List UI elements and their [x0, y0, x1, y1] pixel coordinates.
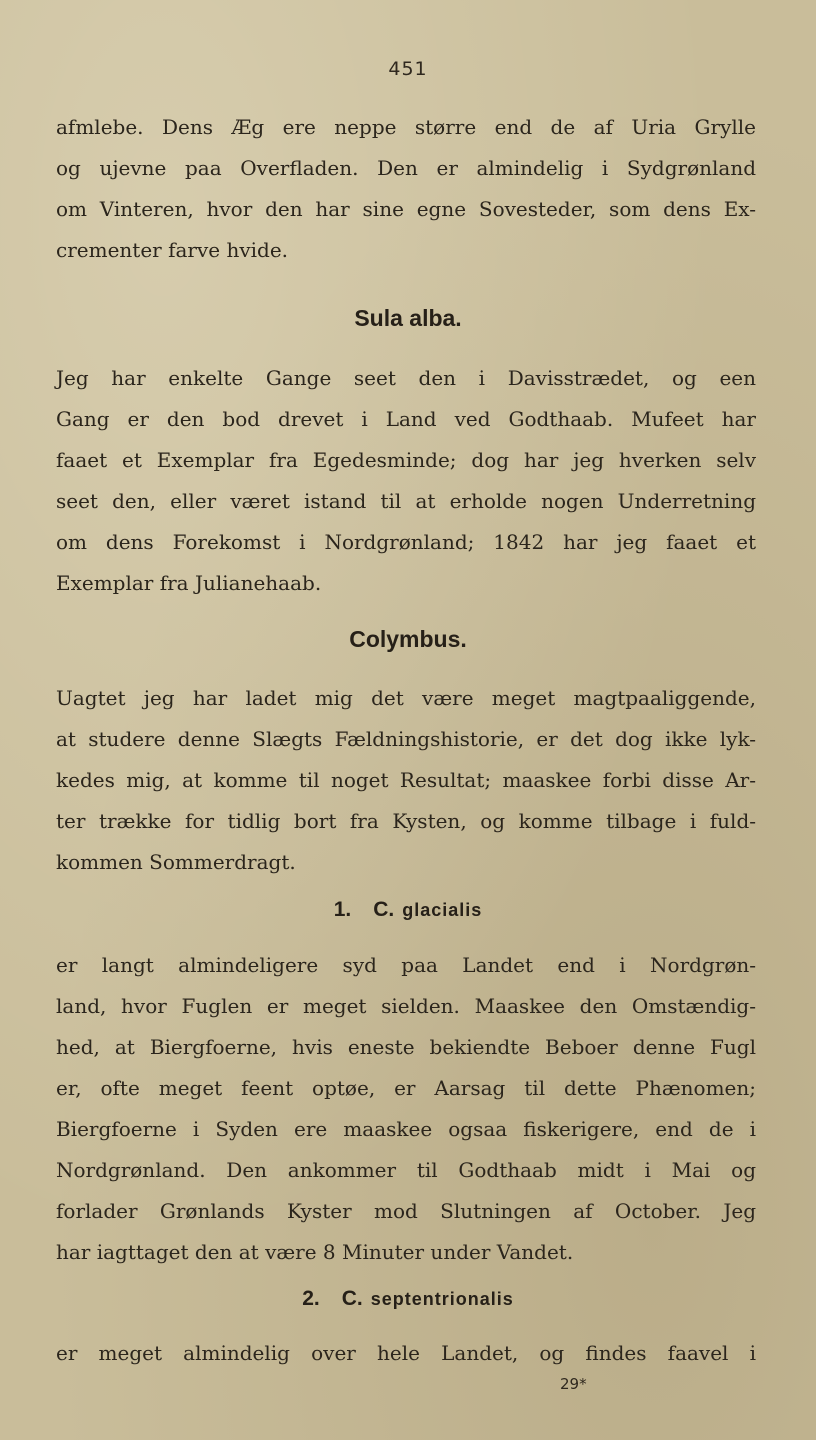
text-line: faaet et Exemplar fra Egedesminde; dog har jeg hverken selv: [56, 448, 756, 472]
text-line: Jeg har enkelte Gange seet den i Davisstrædet, og een: [56, 366, 756, 390]
text-line: Biergfoerne i Syden ere maaskee ogsaa fiskerigere, end de i: [56, 1117, 756, 1141]
species-heading-septentrionalis: [0, 1287, 816, 1311]
text-line: crementer farve hvide.: [56, 238, 289, 262]
text-line: land, hvor Fuglen er meget sielden. Maaskee den Omstændig-: [56, 994, 756, 1018]
text-line: har iagttaget den at være 8 Minuter under Vandet.: [56, 1240, 574, 1264]
species-number: 1.: [333, 898, 352, 921]
section-heading-sula: Sula alba.: [354, 305, 462, 331]
species-genus: C.: [373, 898, 395, 921]
text-line: at studere denne Slægts Fældningshistorie, er det dog ikke lyk-: [56, 727, 756, 751]
text-line: forlader Grønlands Kyster mod Slutningen af October. Jeg: [56, 1199, 756, 1223]
text-line: om dens Forekomst i Nordgrønland; 1842 har jeg faaet et: [56, 530, 756, 554]
text-line: Exemplar fra Julianehaab.: [56, 571, 322, 595]
species-number: 2.: [302, 1287, 320, 1310]
text-line: Uagtet jeg har ladet mig det være meget magtpaaliggende,: [56, 686, 756, 710]
text-line: er, ofte meget feent optøe, er Aarsag til dette Phænomen;: [56, 1076, 756, 1100]
signature-mark: 29*: [560, 1375, 587, 1393]
section-heading-colymbus: Colymbus.: [349, 626, 467, 652]
text-line: Nordgrønland. Den ankommer til Godthaab midt i Mai og: [56, 1158, 756, 1182]
text-line: og ujevne paa Overfladen. Den er almindelig i Sydgrønland: [56, 156, 756, 180]
page-number: 451: [388, 58, 428, 80]
text-line: ter trække for tidlig bort fra Kysten, og komme tilbage i fuld-: [56, 809, 756, 833]
species-heading-glacialis: [0, 898, 816, 922]
text-line: er meget almindelig over hele Landet, og findes faavel i: [56, 1341, 756, 1365]
text-line: kedes mig, at komme til noget Resultat; maaskee forbi disse Ar-: [56, 768, 756, 792]
text-line: er langt almindeligere syd paa Landet end i Nordgrøn-: [56, 953, 756, 977]
species-epithet: glacialis: [402, 900, 483, 920]
text-line: seet den, eller været istand til at erholde nogen Underretning: [56, 489, 756, 513]
text-line: afmlebe. Dens Æg ere neppe større end de af Uria Grylle: [56, 115, 756, 139]
text-line: hed, at Biergfoerne, hvis eneste bekiendte Beboer denne Fugl: [56, 1035, 756, 1059]
species-genus: C.: [341, 1287, 363, 1310]
text-line: om Vinteren, hvor den har sine egne Sovesteder, som dens Ex-: [56, 197, 756, 221]
species-epithet: septentrionalis: [370, 1289, 514, 1309]
text-line: Gang er den bod drevet i Land ved Godthaab. Mufeet har: [56, 407, 756, 431]
text-line: kommen Sommerdragt.: [56, 850, 296, 874]
